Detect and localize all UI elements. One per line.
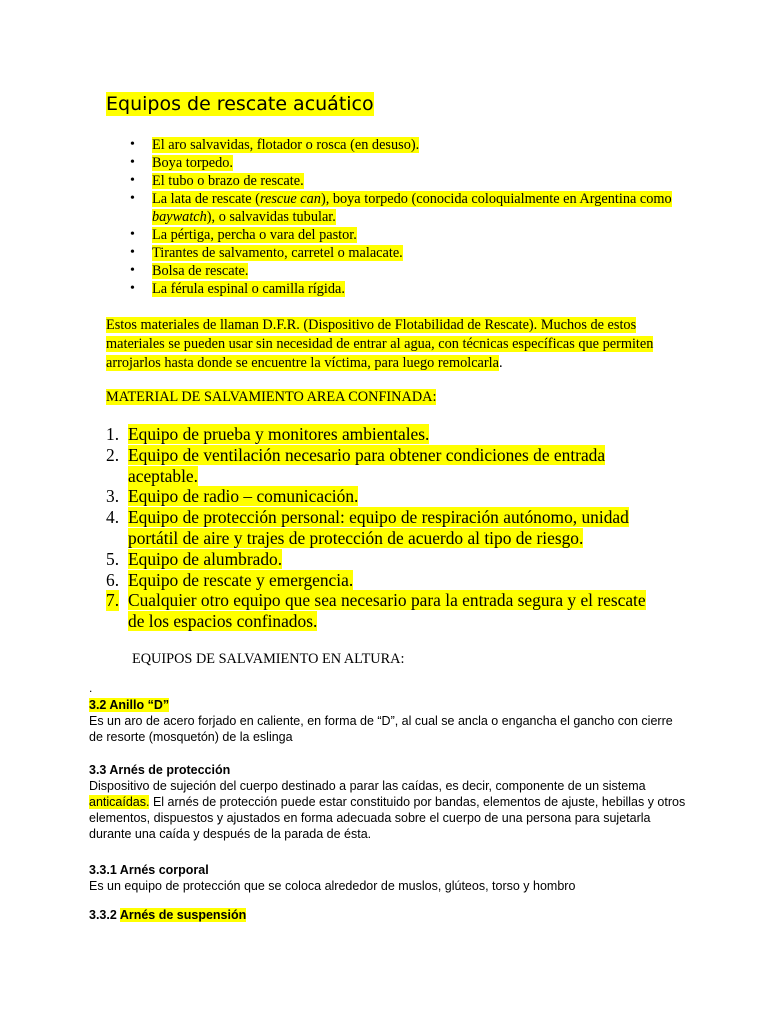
list-item: • Boya torpedo. (152, 154, 712, 172)
confined-space-heading: MATERIAL DE SALVAMIENTO AREA CONFINADA: (106, 389, 437, 405)
italic-term: baywatch (152, 209, 207, 225)
list-item: 4. Equipo de protección personal: equipo de respiración autónomo, unidad portátil de aire y trajes de protección de acuerdo al tipo de riesgo. (106, 507, 629, 548)
list-item: 3. Equipo de radio – comunicación. (106, 486, 359, 507)
section-body: El arnés de protección puede estar constituido por bandas, elementos de ajuste, hebillas y otros elementos, dispuestos y ajustados en forma adecuada sobre el cuerpo de una persona para sujetarla durante una caída y después de la parada de ésta. (89, 795, 686, 841)
section-heading: 3.3 Arnés de protección (89, 763, 231, 777)
dfr-paragraph: Estos materiales de llaman D.F.R. (Dispositivo de Flotabilidad de Rescate). Muchos de estos materiales se pueden usar sin necesidad de entrar al agua, con técnicas específicas que permiten arrojarlos hasta donde se encuentre la víctima, para luego remolcarla. (106, 317, 654, 371)
section-heading: 3.2 Anillo “D” (89, 698, 170, 712)
section-heading: Arnés de suspensión (119, 908, 247, 922)
list-item: • Bolsa de rescate. (152, 262, 712, 280)
section-number: 3.3.2 (89, 908, 120, 922)
section-body: Es un equipo de protección que se coloca alrededor de muslos, glúteos, torso y hombro (89, 879, 576, 893)
list-item: • Tirantes de salvamento, carretel o malacate. (152, 244, 712, 262)
list-item: • La férula espinal o camilla rígida. (152, 280, 712, 298)
stray-dot: . (89, 681, 93, 695)
section-3-3-1 (89, 862, 689, 894)
list-item: 5. Equipo de alumbrado. (106, 548, 283, 569)
section-body: Es un aro de acero forjado en caliente, en forma de “D”, al cual se ancla o engancha el gancho con cierre de resorte (mosquetón) de la eslinga (89, 714, 673, 744)
list-item: • La lata de rescate (rescue can), boya torpedo (conocida coloquialmente en Argentina como baywatch), o salvavidas tubular. (152, 190, 712, 226)
document-title: Equipos de rescate acuático (106, 93, 374, 115)
italic-term: rescue can (259, 191, 321, 207)
section-3-3 (89, 762, 689, 842)
list-item: 6. Equipo de rescate y emergencia. (106, 569, 354, 590)
list-item: 1. Equipo de prueba y monitores ambientales. (106, 424, 430, 444)
aquatic-equipment-list (106, 136, 712, 298)
section-3-3-2 (89, 907, 689, 923)
section-heading: 3.3.1 Arnés corporal (89, 863, 209, 877)
section-body-line: Dispositivo de sujeción del cuerpo destinado a parar las caídas, es decir, componente de un sistema (89, 779, 646, 793)
list-item: 2. Equipo de ventilación necesario para obtener condiciones de entrada aceptable. (106, 444, 606, 486)
list-item: • El tubo o brazo de rescate. (152, 172, 712, 190)
highlighted-term: anticaídas. (89, 795, 150, 809)
list-item: • La pértiga, percha o vara del pastor. (152, 226, 712, 244)
list-item: 7. Cualquier otro equipo que sea necesario para la entrada segura y el rescate de los espacios confinados. (106, 590, 646, 632)
confined-equipment-list (106, 424, 666, 632)
section-3-2 (89, 697, 689, 745)
height-rescue-heading: EQUIPOS DE SALVAMIENTO EN ALTURA: (132, 651, 405, 667)
list-item: • El aro salvavidas, flotador o rosca (en desuso). (152, 136, 712, 154)
